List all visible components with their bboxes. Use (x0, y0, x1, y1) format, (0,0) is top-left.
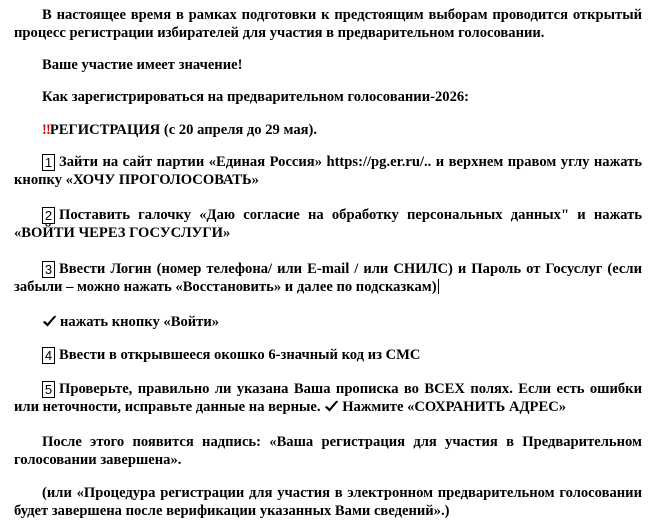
intro-paragraph (14, 6, 642, 42)
step-1-text: Зайти на сайт партии «Единая Россия» https://pg.er.ru/.. и верхнем правом углу нажать кнопку «ХОЧУ ПРОГОЛОСОВАТЬ» (14, 154, 642, 188)
step-5-text-a: Проверьте, правильно ли указана Ваша прописка во ВСЕХ полях. Если есть ошибки или неточности, исправьте данные на верные. (14, 381, 642, 415)
step-2-text: Поставить галочку «Даю согласие на обработку персональных данных" и нажать «ВОЙТИ ЧЕРЕЗ ГОСУСЛУГИ» (14, 207, 642, 241)
step-3-text: Ввести Логин (номер телефона/ или E-mail / или СНИЛС) и Пароль от Госуслуг (если забыли – можно нажать «Восстановить» и далее по подсказкам) (14, 261, 642, 295)
intro-text: В настоящее время в рамках подготовки к предстоящим выборам проводится открытый процесс регистрации избирателей для участия в предварительном голосовании. (14, 7, 642, 41)
step-5 (14, 380, 642, 416)
keycap-1-icon: 1 (42, 154, 55, 171)
text-cursor (438, 279, 439, 294)
step-4 (14, 346, 642, 364)
alt-note-paragraph (14, 484, 642, 520)
matters-paragraph (14, 56, 642, 74)
double-exclamation-icon: ‼ (42, 122, 50, 138)
checkmark-icon (324, 399, 339, 413)
registration-heading (14, 121, 642, 139)
registration-text: РЕГИСТРАЦИЯ (с 20 апреля до 29 мая). (49, 122, 318, 138)
keycap-3-icon: 3 (42, 261, 55, 278)
press-login-line (14, 313, 642, 331)
alt-note-text: (или «Процедура регистрации для участия в электронном предварительном голосовании будет завершена после верификации указанных Вами сведений».) (14, 485, 642, 519)
step-5-text-b: Нажмите «СОХРАНИТЬ АДРЕС» (342, 399, 567, 415)
how-to-heading (14, 88, 642, 106)
step-4-text: Ввести в открывшееся окошко 6-значный код из СМС (59, 347, 421, 363)
keycap-5-icon: 5 (42, 381, 55, 398)
keycap-2-icon: 2 (42, 207, 55, 224)
checkmark-icon (42, 314, 57, 328)
press-login-text: нажать кнопку «Войти» (60, 314, 220, 330)
matters-text: Ваше участие имеет значение! (42, 57, 243, 73)
after-text: После этого появится надпись: «Ваша регистрация для участия в Предварительном голосовании завершена». (14, 434, 642, 468)
how-to-text: Как зарегистрироваться на предварительном голосовании-2026: (42, 89, 470, 105)
step-1 (14, 153, 642, 189)
step-2 (14, 206, 642, 242)
keycap-4-icon: 4 (42, 347, 55, 364)
step-3 (14, 260, 642, 296)
after-paragraph (14, 433, 642, 469)
